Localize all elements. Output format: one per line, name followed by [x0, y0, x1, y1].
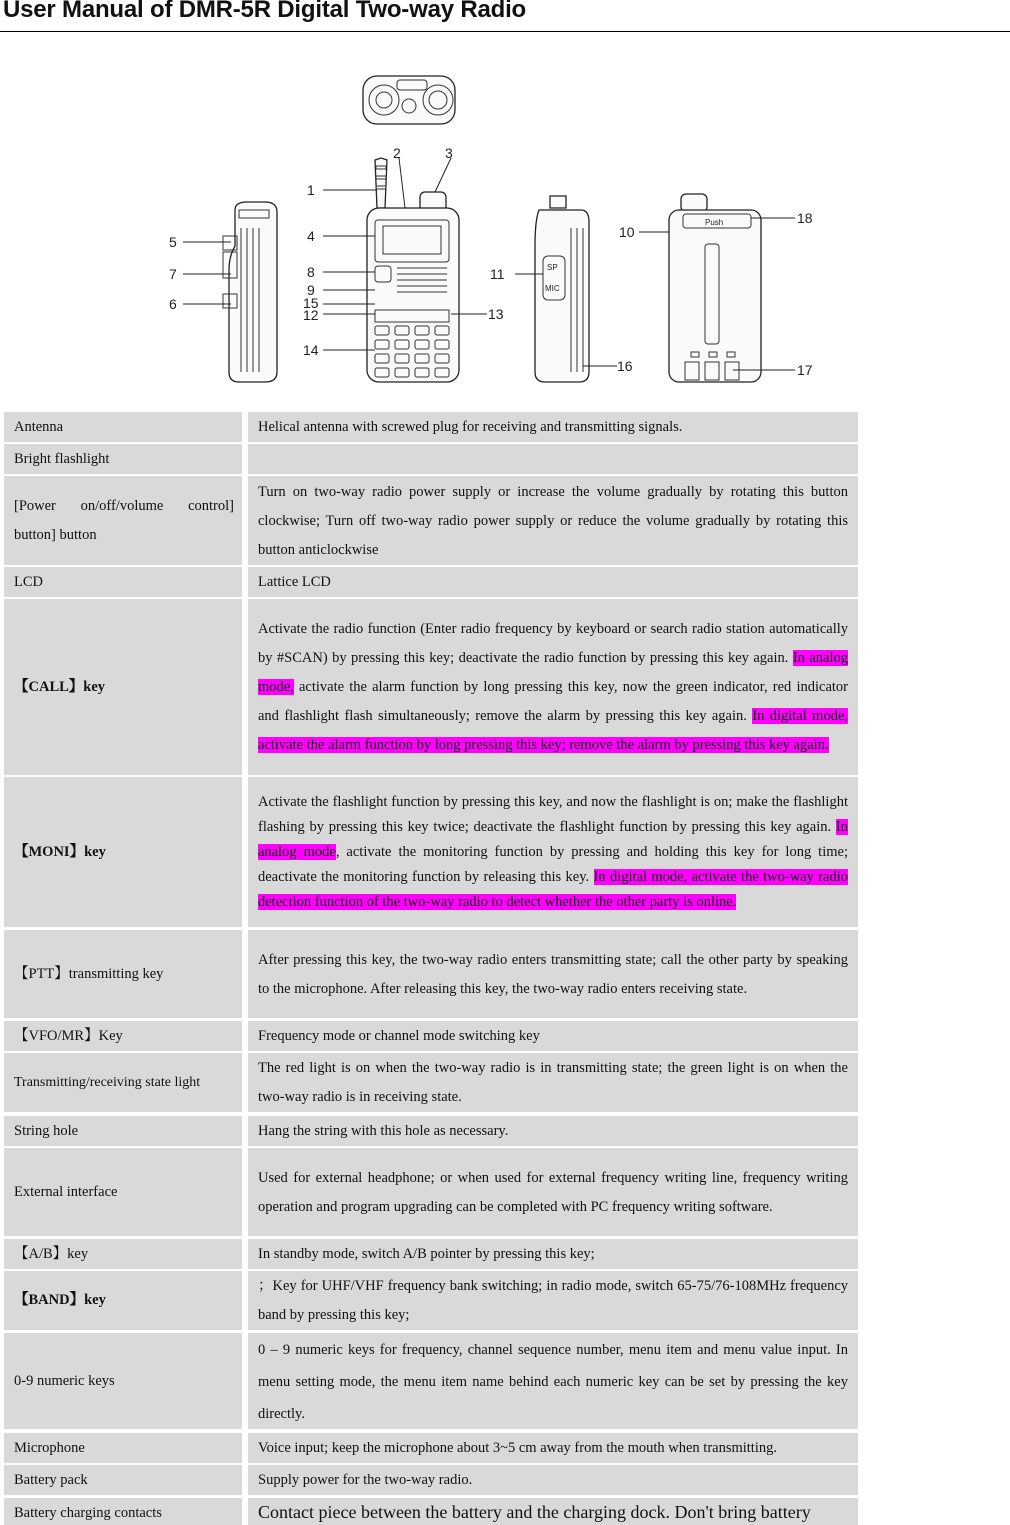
part-name-cell: Battery charging contacts [4, 1498, 242, 1525]
push-label: Push [705, 218, 724, 227]
radio-back-view [669, 194, 761, 382]
callout-7: 7 [169, 266, 177, 282]
callout-11: 11 [490, 266, 505, 282]
table-row [4, 1271, 859, 1330]
part-name-cell: External interface [4, 1148, 242, 1236]
callout-14: 14 [303, 342, 319, 358]
part-name-cell: 【A/B】key [4, 1239, 242, 1269]
part-name-cell: 【CALL】key [4, 599, 242, 775]
part-name-cell: LCD [4, 567, 242, 597]
callout-10: 10 [619, 224, 635, 240]
callout-2: 2 [393, 145, 401, 161]
sp-label: SP [547, 263, 558, 272]
callout-12: 12 [303, 307, 319, 323]
table-row [4, 599, 859, 775]
part-desc-cell: Helical antenna with screwed plug for receiving and transmitting signals. [248, 412, 858, 442]
part-desc-cell: Hang the string with this hole as necessary. [248, 1116, 858, 1146]
mic-label: MIC [545, 284, 560, 293]
highlight-analog-mode: In analog mode, [258, 650, 848, 695]
part-desc-cell: 0 – 9 numeric keys for frequency, channel sequence number, menu item and menu value input. In menu setting mode, the menu item name behind each numeric key can be set by pressing the key directly. [248, 1333, 858, 1429]
table-row [4, 1333, 859, 1429]
table-row [4, 476, 859, 565]
part-name-cell: Battery pack [4, 1465, 242, 1495]
callout-9: 9 [307, 282, 315, 298]
callout-4: 4 [307, 228, 315, 244]
part-desc-cell: The red light is on when the two-way radio is in transmitting state; the green light is on when the two-way radio is in receiving state. [248, 1053, 858, 1112]
radio-right-side-view [535, 196, 589, 382]
table-row [4, 1465, 859, 1495]
callout-17: 17 [797, 362, 813, 378]
callout-18: 18 [797, 210, 813, 226]
part-desc-cell: Frequency mode or channel mode switching key [248, 1021, 858, 1051]
part-name-cell: 【PTT】transmitting key [4, 930, 242, 1018]
part-desc-cell: After pressing this key, the two-way radio enters transmitting state; call the other party by speaking to the microphone. After releasing this key, the two-way radio enters receiving state. [248, 930, 858, 1018]
radio-diagram [135, 60, 875, 395]
callout-6: 6 [169, 296, 177, 312]
page-title: User Manual of DMR-5R Digital Two-way Radio [3, 0, 526, 23]
table-row [4, 1053, 859, 1112]
radio-top-view [363, 76, 455, 124]
part-name-cell: 【VFO/MR】Key [4, 1021, 242, 1051]
part-desc-cell: Supply power for the two-way radio. [248, 1465, 858, 1495]
radio-diagram-svg [135, 60, 875, 395]
part-name-cell: 0-9 numeric keys [4, 1333, 242, 1429]
page-header [0, 0, 1010, 32]
callout-5: 5 [169, 234, 177, 250]
part-desc-cell: Activate the flashlight function by pressing this key, and now the flashlight is on; make the flashlight flashing by pressing this key twice; deactivate the flashlight function by pressing this key again. In analog mode, activate the monitoring function by pressing and holding this key for long time; deactivate the monitoring function by releasing this key. In digital mode, activate the two-way radio detection function of the two-way radio to detect whether the other party is online. [248, 777, 858, 927]
radio-front-view [367, 158, 459, 382]
part-desc-cell: Contact piece between the battery and the charging dock. Don't bring battery [248, 1498, 858, 1525]
table-row [4, 1239, 859, 1269]
table-row [4, 1021, 859, 1051]
table-row [4, 1433, 859, 1463]
table-row [4, 444, 859, 474]
table-row [4, 1116, 859, 1146]
callout-8: 8 [307, 264, 315, 280]
callout-16: 16 [617, 358, 633, 374]
callout-15: 15 [303, 295, 319, 311]
table-row [4, 567, 859, 597]
highlight-digital-mode: In digital mode, activate the two-way radio detection function of the two-way radio to detect whether the other party is online. [258, 869, 848, 910]
part-name-cell: Bright flashlight [4, 444, 242, 474]
part-desc-cell: Used for external headphone; or when used for external frequency writing line, frequency writing operation and program upgrading can be completed with PC frequency writing software. [248, 1148, 858, 1236]
part-name-cell: 【MONI】key [4, 777, 242, 927]
callout-13: 13 [488, 306, 504, 322]
table-row [4, 1498, 859, 1525]
highlight-analog-mode: In analog mode [258, 819, 848, 860]
part-desc-cell: Activate the radio function (Enter radio frequency by keyboard or search radio station automatically by #SCAN) by pressing this key; deactivate the radio function by pressing this key again. In analog mode, activate the alarm function by long pressing this key, now the green indicator, red indicator and flashlight flash simultaneously; remove the alarm by pressing this key again. In digital mode, activate the alarm function by long pressing this key; remove the alarm by pressing this key again. [248, 599, 858, 775]
part-name-cell: Transmitting/receiving state light [4, 1053, 242, 1112]
table-row [4, 1148, 859, 1236]
part-name-cell: Microphone [4, 1433, 242, 1463]
part-desc-cell [248, 444, 858, 474]
highlight-digital-mode: In digital mode, activate the alarm function by long pressing this key; remove the alarm by pressing this key again. [258, 708, 848, 753]
part-name-cell: [Power on/off/volume control] button] button [4, 476, 242, 565]
part-name-cell: Antenna [4, 412, 242, 442]
part-name-cell: 【BAND】key [4, 1271, 242, 1330]
table-row [4, 930, 859, 1018]
table-row [4, 412, 859, 442]
callout-1: 1 [307, 182, 315, 198]
part-name-cell: String hole [4, 1116, 242, 1146]
callout-3: 3 [445, 145, 453, 161]
table-row [4, 777, 859, 927]
part-desc-cell: Voice input; keep the microphone about 3~5 cm away from the mouth when transmitting. [248, 1433, 858, 1463]
part-desc-cell: ；Key for UHF/VHF frequency bank switching; in radio mode, switch 65-75/76-108MHz frequency band by pressing this key; [248, 1271, 858, 1330]
part-desc-cell: In standby mode, switch A/B pointer by pressing this key; [248, 1239, 858, 1269]
radio-left-side-view [223, 202, 277, 382]
part-desc-cell: Turn on two-way radio power supply or increase the volume gradually by rotating this button clockwise; Turn off two-way radio power supply or reduce the volume gradually by rotating this button anticlockwise [248, 476, 858, 565]
part-desc-cell: Lattice LCD [248, 567, 858, 597]
